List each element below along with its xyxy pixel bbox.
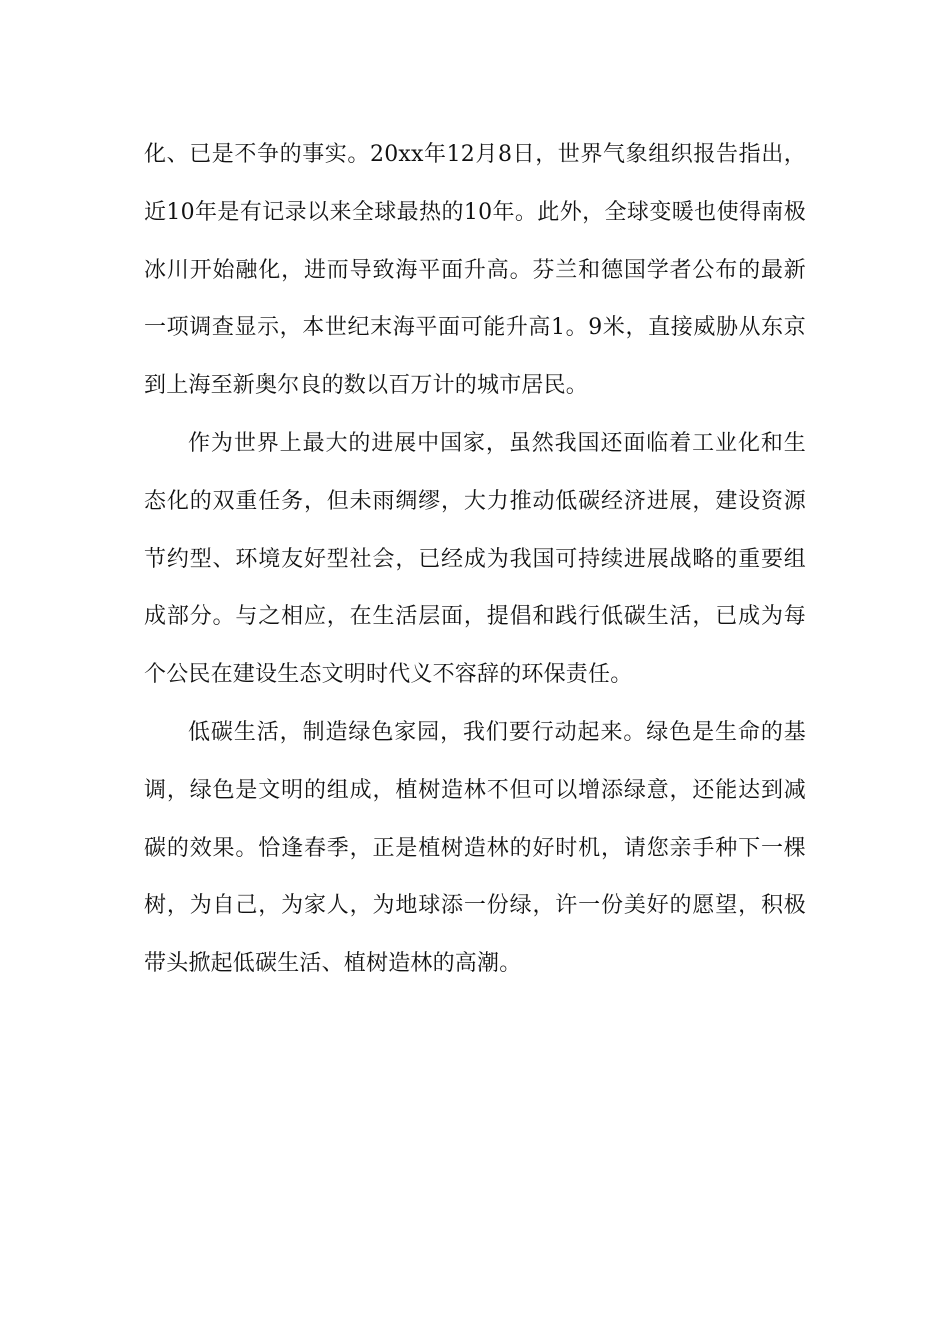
- paragraph-2: 作为世界上最大的进展中国家，虽然我国还面临着工业化和生态化的双重任务，但未雨绸缪，大力推动低碳经济进展，建设资源节约型、环境友好型社会，已经成为我国可持续进展战略的重要组成部分。与之相应，在生活层面，提倡和践行低碳生活，已成为每个公民在建设生态文明时代义不容辞的环保责任。: [144, 430, 806, 688]
- paragraph-1: 化、已是不争的事实。20xx年12月8日，世界气象组织报告指出，近10年是有记录以来全球最热的10年。此外，全球变暖也使得南极冰川开始融化，进而导致海平面升高。芬兰和德国学者公布的最新一项调查显示，本世纪末海平面可能升高1。9米，直接威胁从东京到上海至新奥尔良的数以百万计的城市居民。: [144, 142, 806, 399]
- paragraph-3: 低碳生活，制造绿色家园，我们要行动起来。绿色是生命的基调，绿色是文明的组成，植树造林不但可以增添绿意，还能达到减碳的效果。恰逢春季，正是植树造林的好时机，请您亲手种下一棵树，为自己，为家人，为地球添一份绿，许一份美好的愿望，积极带头掀起低碳生活、植树造林的高潮。: [144, 719, 806, 977]
- document-body: [144, 126, 806, 993]
